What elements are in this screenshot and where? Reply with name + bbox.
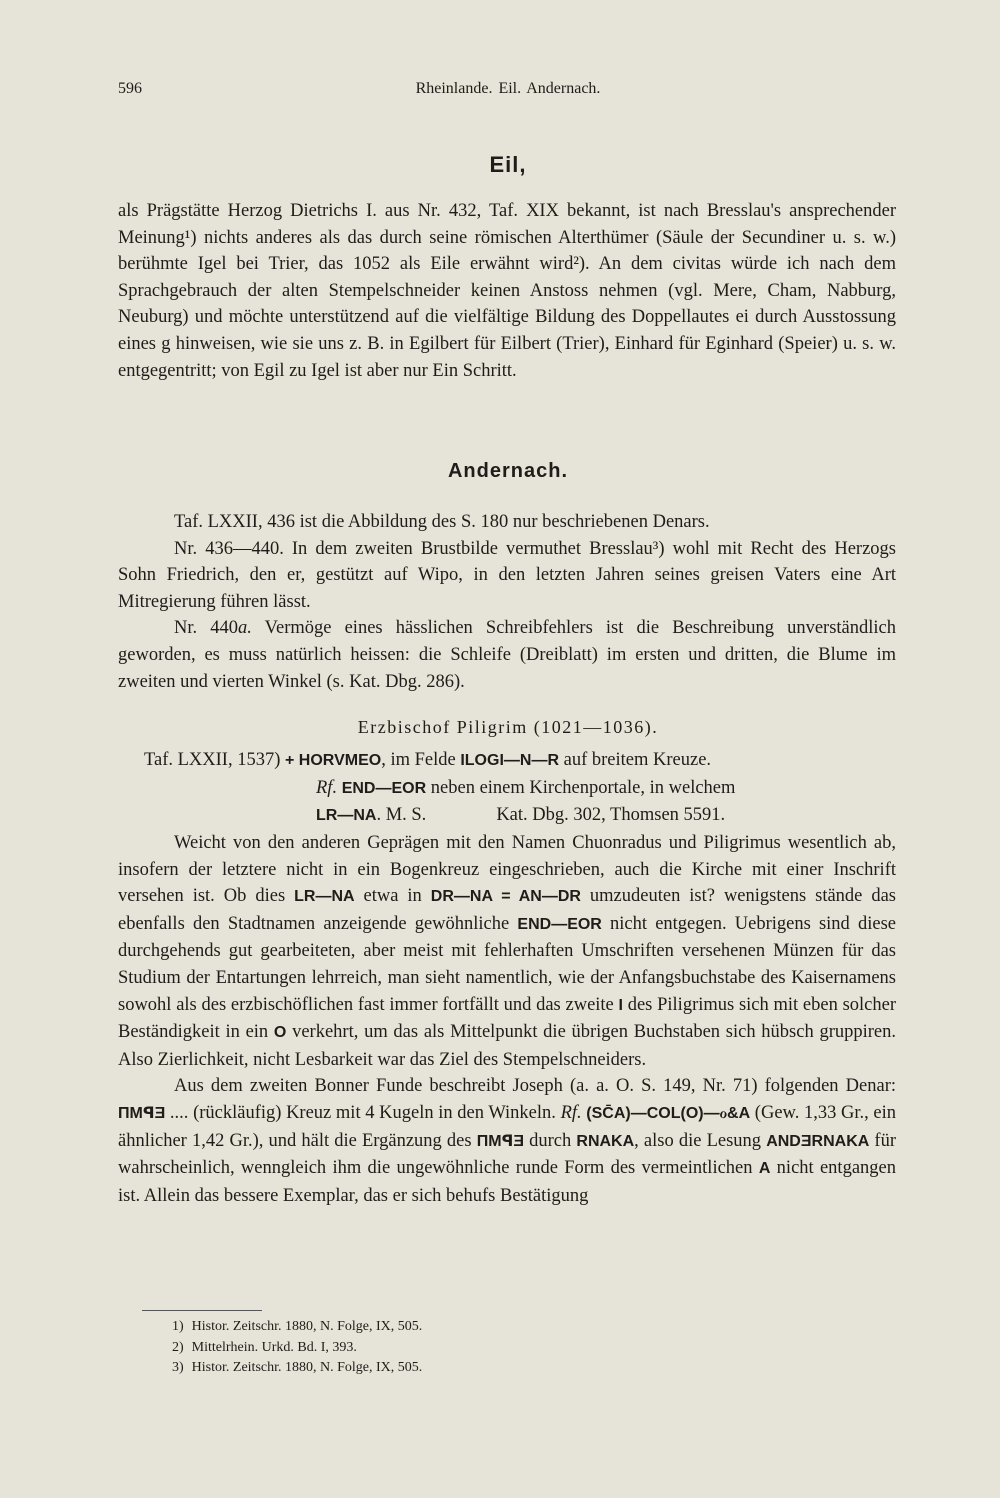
- footnote-text: Mittelrhein. Urkd. Bd. I, 393.: [191, 1339, 357, 1355]
- page-header: [118, 80, 898, 104]
- page-number: 596: [118, 80, 142, 97]
- andernach-p1: Taf. LXXII, 436 ist die Abbildung des S. 180 nur beschriebenen Denars.: [174, 512, 710, 532]
- coin-entry-line1: [118, 747, 896, 775]
- footnote-3: [172, 1358, 772, 1379]
- andernach-p3-text: Vermöge eines hässlichen Schreibfehlers ist die Beschreibung unverständlich geworden, es muss natürlich heissen: die Schleife (Dreiblatt) im ersten und dritten, die Blume im zweiten und vierten Winkel (s. Kat. Dbg. 286).: [118, 618, 897, 692]
- heading-eil: Eil,: [489, 152, 527, 177]
- text: etwa in: [354, 886, 431, 907]
- text: nicht entgegen. Uebrigens sind diese durchgehends gut gearbeiteten, aber meist mit fehlerhaften Umschriften versehenen Münzen für das Studium der Entartungen lehrreich, man sieht namentlich, wie der Anfangsbuchstabe des Kaisernamens sowohl als des erzbischöflichen fast immer fortfällt und das zweite: [118, 913, 896, 1015]
- reverse-label: Rf.: [560, 1102, 582, 1123]
- text: nicht entgangen ist. Allein das bessere Exemplar, das er sich behufs Bestätigung: [118, 1158, 896, 1206]
- footnote-text: Histor. Zeitschr. 1880, N. Folge, IX, 505.: [191, 1360, 423, 1375]
- legend: DR—NA = AN—DR: [430, 888, 581, 906]
- legend: A: [758, 1160, 771, 1178]
- text: .... (rückläufig) Kreuz mit 4 Kugeln in den Winkeln.: [165, 1102, 561, 1123]
- legend: END—EOR: [517, 915, 602, 933]
- andernach-p3: [118, 615, 896, 695]
- eil-paragraph: [118, 198, 896, 384]
- legend: I: [618, 996, 623, 1014]
- text: des Piligrimus sich mit eben solcher Beständigkeit in ein: [118, 994, 896, 1043]
- footnote-number: 1): [172, 1319, 184, 1334]
- entry-text: neben einem Kirchenportale, in welchem: [426, 777, 736, 798]
- reverse-label: Rf.: [316, 777, 338, 798]
- piligrim-p1: [118, 830, 896, 1073]
- heading-piligrim: Erzbischof Piligrim (1021—1036).: [357, 717, 659, 737]
- legend: ΠMꟼƎ: [118, 1104, 166, 1122]
- entry-text: . M. S.: [376, 805, 427, 826]
- text: umzudeuten ist? wenigstens stände das ebenfalls den Stadtnamen anzeigende gewöhnliche: [118, 886, 897, 934]
- text: durch: [524, 1130, 577, 1151]
- footnote-number: 3): [172, 1360, 184, 1375]
- footnote-rule: [142, 1310, 262, 1311]
- footnote-text: Histor. Zeitschr. 1880, N. Folge, IX, 505.: [191, 1319, 423, 1334]
- footnote-2: [172, 1338, 772, 1359]
- text: Weicht von den anderen Geprägen mit den Namen Chuonradus und Piligrimus wesentlich ab, insofern der letztere nicht in ein Bogenkreuz eingeschrieben, auch die Kirche mit einer Inschrift versehen ist. Ob dies: [118, 833, 896, 907]
- eil-paragraph-text: als Prägstätte Herzog Dietrichs I. aus Nr. 432, Taf. XIX bekannt, ist nach Bresslau's ansprechender Meinung¹) nichts anderes als das durch seine römischen Alterthümer (Säule der Secundiner u. s. w.) berühmte Igel bei Trier, das 1052 als Eile erwähnt wird²). An dem civitas würde ich nach dem Sprachgebrauch der alten Stempelschneider keinen Anstoss nehmen (vgl. Mere, Cham, Nabburg, Neuburg) und möchte unterstützend auf die vielfältige Bildung des Doppellautes ei durch Ausstossung eines g hinweisen, wie sie uns z. B. in Egilbert für Eilbert (Trier), Einhard für Eginhard (Speier) u. s. w. entgegentritt; von Egil zu Igel ist aber nur Ein Schritt.: [118, 201, 896, 381]
- legend-reverse: END—EOR: [341, 779, 427, 797]
- legend-obverse: + HORVMEO: [285, 752, 382, 769]
- text: , also die Lesung: [634, 1130, 767, 1151]
- text: Aus dem zweiten Bonner Funde beschreibt Joseph (a. a. O. S. 149, Nr. 71) folgenden Denar:: [174, 1076, 896, 1097]
- entry-ref: Kat. Dbg. 302, Thomsen 5591.: [496, 805, 726, 826]
- entry-text: , im Felde: [381, 750, 461, 770]
- footnote-1: [172, 1317, 772, 1338]
- coin-entry-line3: [118, 802, 896, 830]
- footnote-number: 2): [172, 1339, 184, 1355]
- coin-entry: [118, 747, 896, 830]
- legend: (SC̄A)—COL(O)—ℴ&A: [586, 1104, 751, 1122]
- andernach-p2: Nr. 436—440. In dem zweiten Brustbilde vermuthet Bresslau³) wohl mit Recht des Herzogs Sohn Friedrich, den er, gestützt auf Wipo, in den letzten Jahren seines greisen Vaters eine Art Mitregierung führen lässt.: [118, 538, 896, 612]
- legend: O: [273, 1024, 287, 1042]
- text: verkehrt, um das als Mittelpunkt die übrigen Buchstaben sich hübsch gruppiren. Also Zierlichkeit, nicht Lesbarkeit war das Ziel des Stempelschneiders.: [118, 1022, 896, 1070]
- entry-text: auf breitem Kreuze.: [559, 750, 712, 770]
- piligrim-p2: [118, 1073, 896, 1209]
- legend-field: ILOGI—N—R: [460, 752, 559, 769]
- andernach-p3-ref: Nr. 440: [174, 618, 239, 639]
- heading-andernach: Andernach.: [447, 460, 569, 482]
- text: (Gew. 1,33 Gr., ein ähnlicher 1,42 Gr.), und hält die Ergänzung des: [118, 1102, 896, 1151]
- legend: ANDƎRNAKA: [766, 1132, 870, 1150]
- footnotes: [172, 1310, 772, 1379]
- coin-entry-line2: [118, 775, 896, 803]
- text: für wahrscheinlich, wenngleich ihm die ungewöhnliche runde Form des vermeintlichen: [118, 1130, 896, 1179]
- legend: RNAKA: [576, 1132, 635, 1150]
- entry-ref: Taf. LXXII, 1537): [144, 750, 286, 770]
- coin-entry-1537: [118, 747, 896, 830]
- legend-portal: LR—NA: [316, 807, 377, 825]
- legend: ΠMꟼƎ: [476, 1132, 524, 1150]
- piligrim-paragraphs: [118, 830, 896, 1209]
- andernach-p3-ref-suffix: a.: [238, 618, 252, 639]
- legend: LR—NA: [294, 888, 355, 906]
- andernach-paragraphs: [118, 509, 896, 695]
- running-head: Rheinlande. Eil. Andernach.: [415, 80, 601, 97]
